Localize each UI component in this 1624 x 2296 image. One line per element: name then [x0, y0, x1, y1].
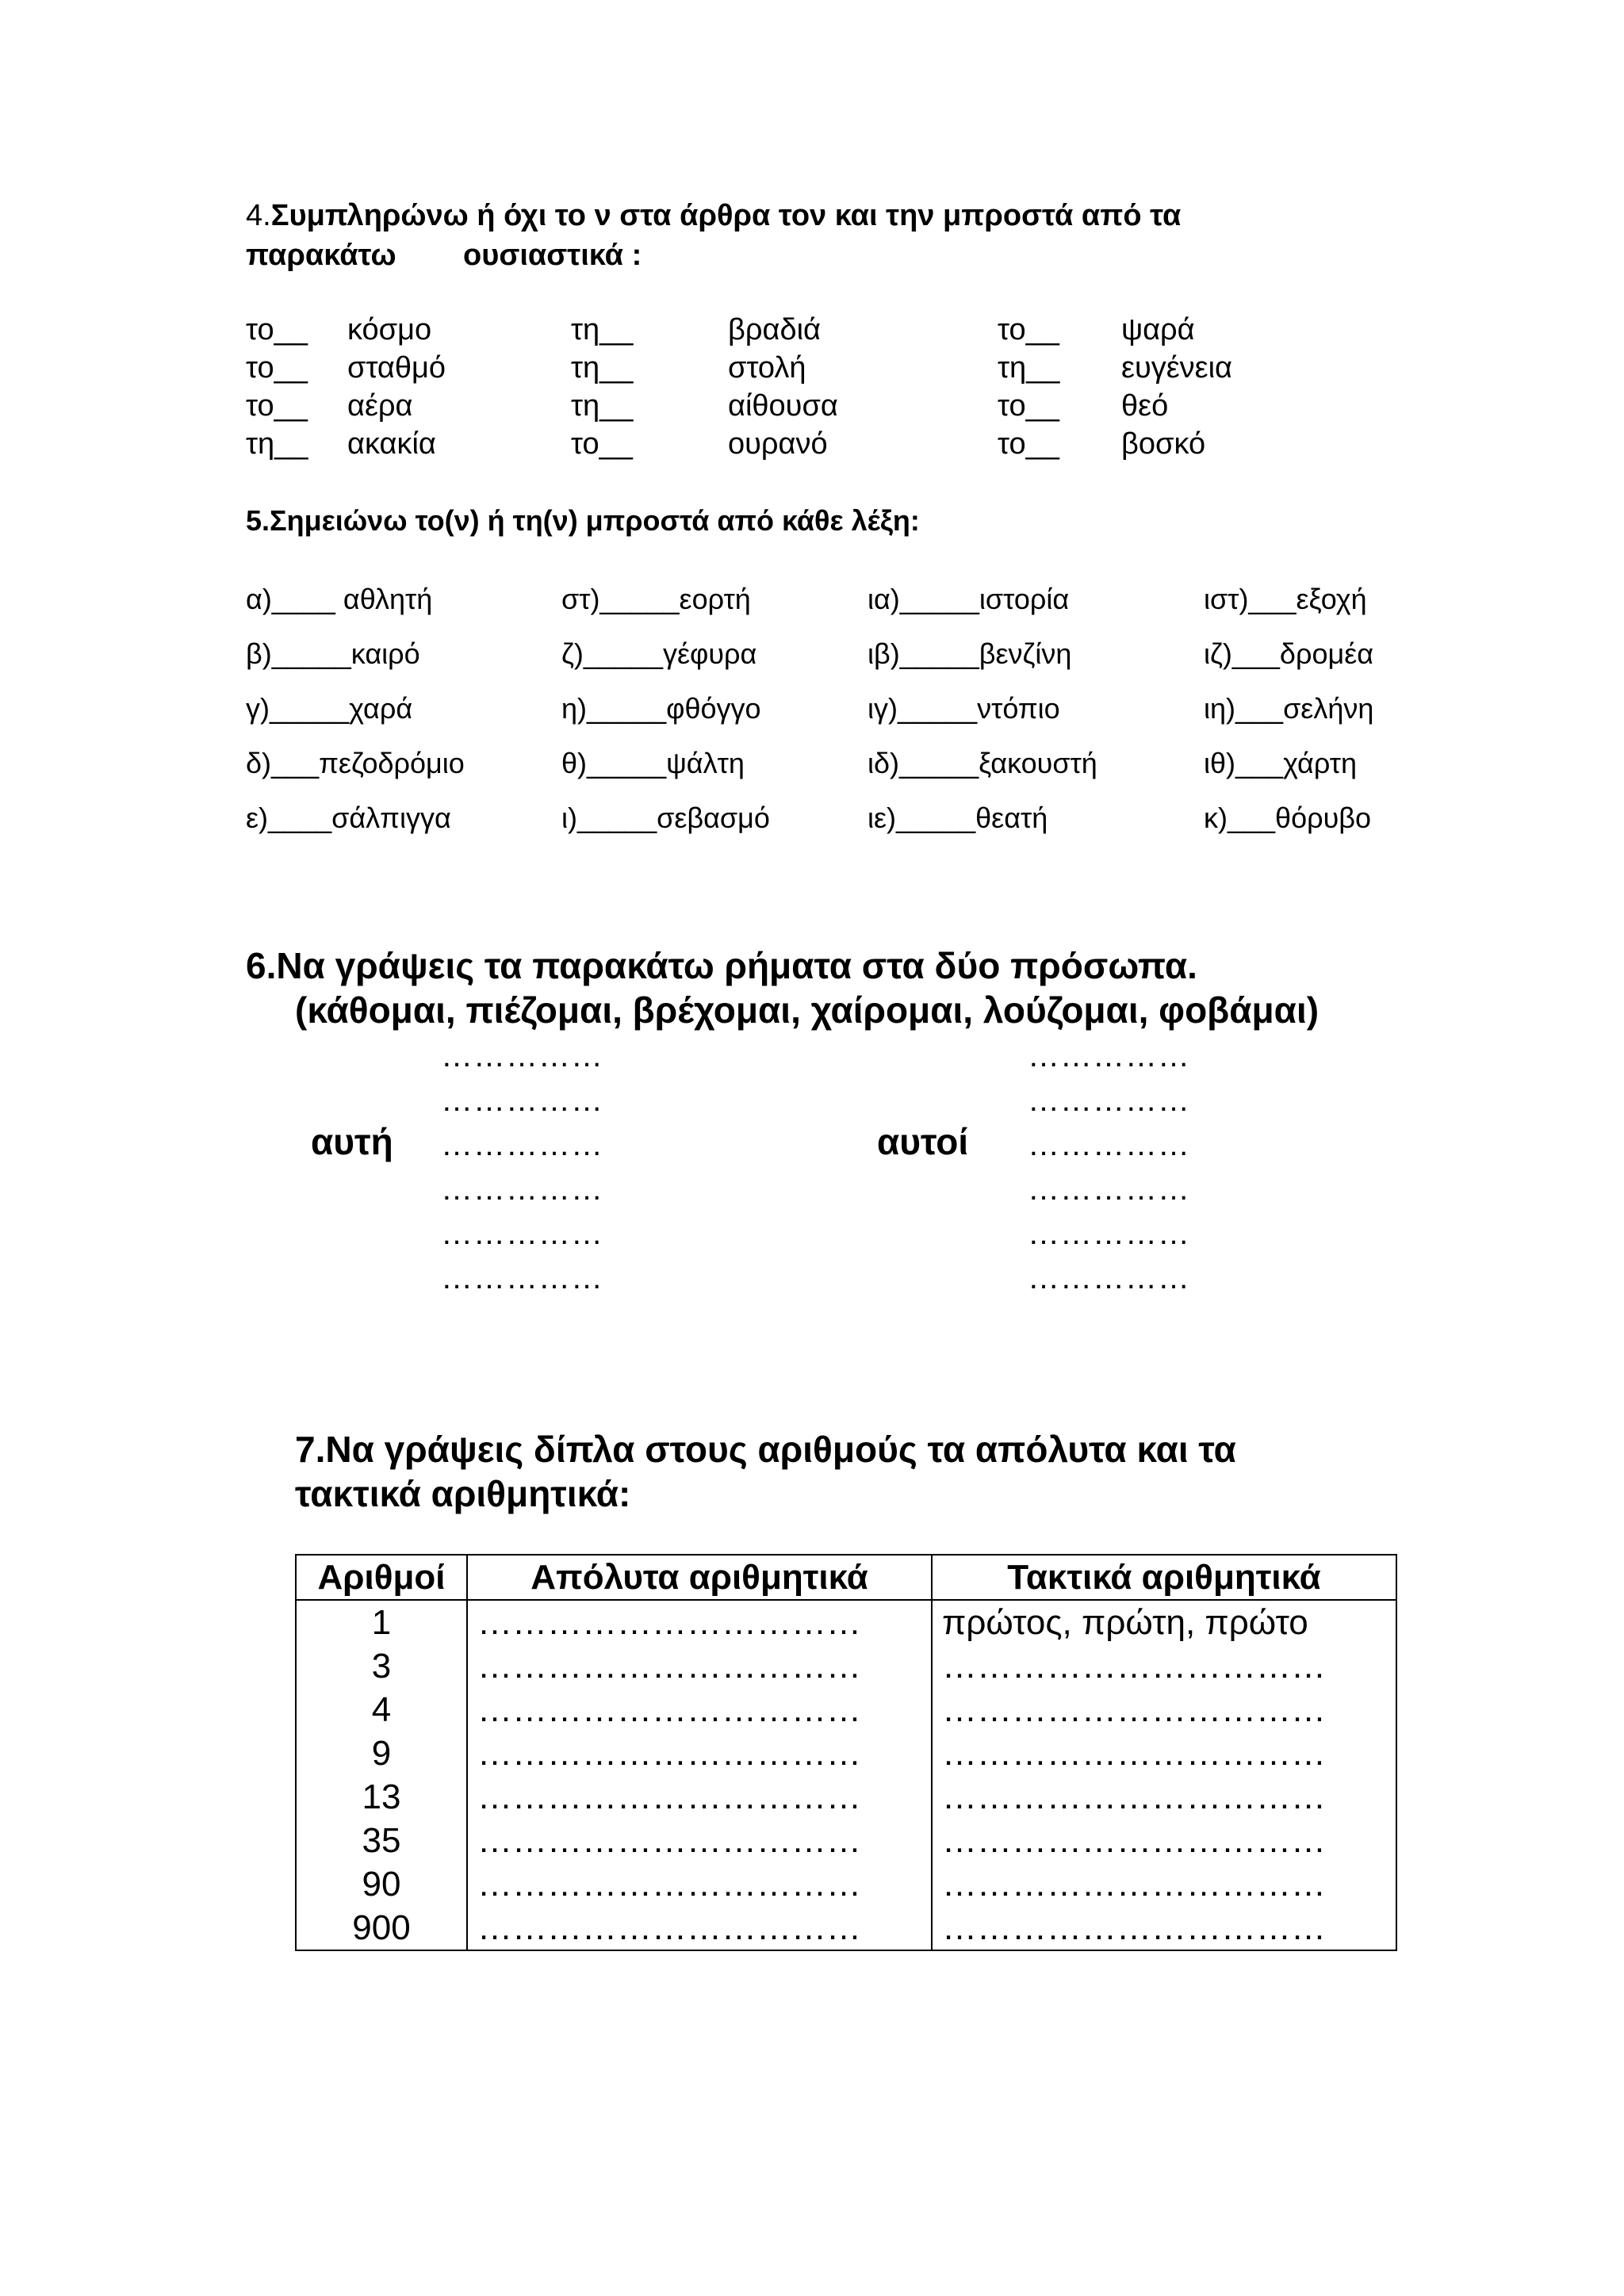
ex4-article-blank: το__ — [571, 427, 633, 461]
ex5-item: ια)_____ιστορία — [868, 583, 1070, 615]
ex4-noun: αέρα — [347, 389, 413, 423]
ex5-item: ιδ)_____ξακουστή — [868, 747, 1097, 779]
numeral-cell: 3 — [296, 1644, 467, 1688]
ex7-title-line1: 7.Να γράψεις δίπλα στους αριθμούς τα απόλυτα και τα — [295, 1429, 1236, 1470]
ex4-article-blank: το__ — [998, 389, 1059, 423]
numerals-row — [296, 1906, 1396, 1950]
numerals-row — [296, 1688, 1396, 1732]
ex5-item: ζ)_____γέφυρα — [561, 637, 757, 670]
ex4-noun: ακακία — [347, 427, 436, 461]
ex4-article-blank: τη__ — [571, 313, 634, 346]
ex4-noun: ουρανό — [728, 427, 828, 461]
ex4-instruction: Συμπληρώνω ή όχι το ν στα άρθρα τον και την μπροστά από τα — [270, 199, 1182, 232]
ex5-item: δ)___πεζοδρόμιο — [246, 747, 465, 779]
ex5-item: ι)_____σεβασμό — [561, 802, 770, 834]
ex4-noun: βραδιά — [728, 313, 822, 346]
ex5-item: ιζ)___δρομέα — [1204, 637, 1374, 670]
ordinal-cell: …………………………… — [932, 1862, 1396, 1906]
numerals-row — [296, 1862, 1396, 1906]
ex4-noun: στολή — [728, 351, 806, 385]
cardinal-cell: …………………………… — [467, 1906, 932, 1950]
ex6-right-answer-line: …………… — [1028, 1172, 1190, 1207]
numerals-header-row — [296, 1555, 1396, 1600]
ex7-title-line2: τακτικά αριθμητικά: — [295, 1473, 631, 1514]
cardinal-cell: …………………………… — [467, 1862, 932, 1906]
ex5-item: στ)_____εορτή — [561, 583, 751, 615]
ex6-right-label: αυτοί — [877, 1121, 969, 1162]
cardinal-cell: …………………………… — [467, 1775, 932, 1819]
ex5-item: ιβ)_____βενζίνη — [868, 637, 1072, 670]
ex6-left-answer-line: …………… — [441, 1127, 603, 1162]
ex6-right-answer-line: …………… — [1028, 1039, 1190, 1073]
ordinal-cell: πρώτος, πρώτη, πρώτο — [932, 1600, 1396, 1644]
numeral-cell: 900 — [296, 1906, 467, 1950]
ex5-item: ε)____σάλπιγγα — [246, 802, 451, 834]
ex5-item: ιστ)___εξοχή — [1204, 583, 1367, 615]
ex6-left-label: αυτή — [311, 1121, 393, 1162]
ex6-left-answer-line: …………… — [441, 1216, 603, 1251]
ex4-number: 4. — [246, 199, 271, 232]
ordinal-cell: …………………………… — [932, 1688, 1396, 1732]
ex6-verbs: (κάθομαι, πιέζομαι, βρέχομαι, χαίρομαι, λούζομαι, φοβάμαι) — [295, 989, 1320, 1031]
ordinal-cell: …………………………… — [932, 1906, 1396, 1950]
ex6-title: 6.Να γράψεις τα παρακάτω ρήματα στα δύο πρόσωπα. — [246, 945, 1197, 986]
ex5-item: ιγ)_____ντόπιο — [868, 692, 1060, 725]
ex4-noun: θεό — [1121, 389, 1169, 423]
header-ordinal: Τακτικά αριθμητικά — [932, 1555, 1396, 1600]
numeral-cell: 1 — [296, 1600, 467, 1644]
ex4-article-blank: το__ — [246, 313, 308, 346]
ex5-title: 5.Σημειώνω το(ν) ή τη(ν) μπροστά από κάθε λέξη: — [246, 504, 920, 537]
ex4-article-blank: τη__ — [246, 427, 308, 461]
ex4-noun: σταθμό — [347, 351, 446, 385]
ex4-article-blank: το__ — [998, 427, 1059, 461]
numerals-table — [295, 1554, 1397, 1951]
ex4-article-blank: τη__ — [571, 351, 634, 385]
ex4-noun: κόσμο — [347, 313, 432, 346]
ex6-left-answer-line: …………… — [441, 1172, 603, 1207]
cardinal-cell: …………………………… — [467, 1732, 932, 1775]
ex6-left-answer-line: …………… — [441, 1261, 603, 1295]
ex5-item: κ)___θόρυβο — [1204, 802, 1371, 834]
numerals-row — [296, 1775, 1396, 1819]
numerals-row — [296, 1732, 1396, 1775]
ex4-title-line2a: παρακάτω — [246, 239, 396, 272]
numeral-cell: 35 — [296, 1819, 467, 1862]
numeral-cell: 13 — [296, 1775, 467, 1819]
ex4-noun: βοσκό — [1121, 427, 1206, 461]
ex6-right-answer-line: …………… — [1028, 1127, 1190, 1162]
ordinal-cell: …………………………… — [932, 1644, 1396, 1688]
ex4-article-blank: τη__ — [571, 389, 634, 423]
ex4-title-line2b: ουσιαστικά : — [463, 239, 642, 272]
numerals-row — [296, 1819, 1396, 1862]
ex6-left-answer-line: …………… — [441, 1083, 603, 1118]
ex5-item: α)____ αθλητή — [246, 583, 433, 615]
ex6-left-answer-line: …………… — [441, 1039, 603, 1073]
ex4-title-line1 — [246, 197, 1181, 235]
ex5-item: η)_____φθόγγο — [561, 692, 761, 725]
ex4-article-blank: το__ — [998, 313, 1059, 346]
numeral-cell: 9 — [296, 1732, 467, 1775]
cardinal-cell: …………………………… — [467, 1819, 932, 1862]
ex4-article-blank: τη__ — [998, 351, 1060, 385]
ordinal-cell: …………………………… — [932, 1775, 1396, 1819]
numeral-cell: 4 — [296, 1688, 467, 1732]
ex6-right-answer-line: …………… — [1028, 1216, 1190, 1251]
cardinal-cell: …………………………… — [467, 1644, 932, 1688]
ex5-item: ιε)_____θεατή — [868, 802, 1048, 834]
ex6-right-answer-line: …………… — [1028, 1083, 1190, 1118]
ex5-item: θ)_____ψάλτη — [561, 747, 745, 779]
numerals-row — [296, 1600, 1396, 1644]
ex6-right-answer-line: …………… — [1028, 1261, 1190, 1295]
ex5-item: ιθ)___χάρτη — [1204, 747, 1358, 779]
cardinal-cell: …………………………… — [467, 1688, 932, 1732]
ex5-item: ιη)___σελήνη — [1204, 692, 1374, 725]
ex4-article-blank: το__ — [246, 351, 308, 385]
ordinal-cell: …………………………… — [932, 1819, 1396, 1862]
cardinal-cell: …………………………… — [467, 1600, 932, 1644]
ordinal-cell: …………………………… — [932, 1732, 1396, 1775]
ex5-item: γ)_____χαρά — [246, 692, 413, 725]
ex4-article-blank: το__ — [246, 389, 308, 423]
header-cardinal: Απόλυτα αριθμητικά — [467, 1555, 932, 1600]
ex4-noun: ψαρά — [1121, 313, 1195, 346]
header-numbers: Αριθμοί — [296, 1555, 467, 1600]
ex4-noun: ευγένεια — [1121, 351, 1233, 385]
ex5-item: β)_____καιρό — [246, 637, 420, 670]
ex4-noun: αίθουσα — [728, 389, 838, 423]
numeral-cell: 90 — [296, 1862, 467, 1906]
numerals-row — [296, 1644, 1396, 1688]
